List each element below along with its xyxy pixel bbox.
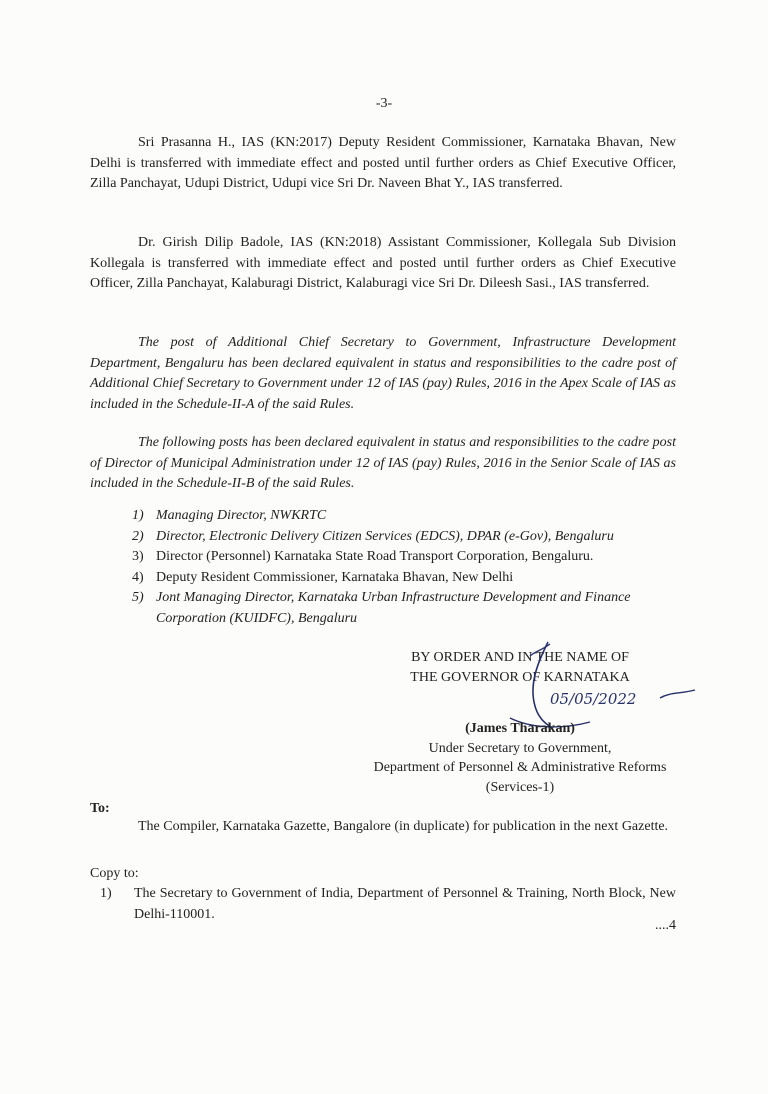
paragraph-acs-equivalence: The post of Additional Chief Secretary to Government, Infrastructure Development Department, Bengaluru has been declared equivalent in status and responsibilities to the cadre post of Additional Chief Secretary to Government under 12 of IAS (pay) Rules, 2016 in the Apex Scale of IAS as included in the Schedule-II-A of the said Rules. — [90, 335, 676, 412]
to-recipient: The Compiler, Karnataka Gazette, Bangalore (in duplicate) for publication in the next Gazette. — [138, 819, 669, 834]
list-item-number: 3) — [132, 549, 144, 564]
handwritten-date: 05/05/2022 — [550, 690, 637, 708]
list-item-text: Jont Managing Director, Karnataka Urban Infrastructure Development and Finance Corporation (KUIDFC), Bengaluru — [156, 590, 631, 626]
list-item — [132, 527, 692, 548]
signatory-department: Department of Personnel & Administrative Reforms — [373, 760, 667, 775]
copy-to-item-number: 1) — [100, 886, 112, 901]
page-number: -3- — [375, 96, 393, 111]
signatory-name: (James Tharakan) — [465, 721, 575, 736]
list-item — [132, 547, 692, 568]
list-item-text: Managing Director, NWKRTC — [156, 508, 327, 523]
list-item — [132, 568, 692, 589]
list-item-text: Director (Personnel) Karnataka State Road Transport Corporation, Bengaluru. — [156, 549, 594, 564]
copy-to-item-text: The Secretary to Government of India, Department of Personnel & Training, North Block, New Delhi-110001. — [134, 886, 676, 922]
signatory-block — [350, 719, 690, 797]
list-item-number: 5) — [132, 590, 144, 605]
copy-to-item — [100, 884, 676, 925]
next-page-marker: ....4 — [655, 918, 676, 933]
signatory-section: (Services-1) — [485, 779, 555, 795]
paragraph-transfer-badole: Dr. Girish Dilip Badole, IAS (KN:2018) Assistant Commissioner, Kollegala Sub Division Kollegala is transferred with immediate effect and posted until further orders as Chief Executive Officer, Zilla Panchayat, Kalaburagi District, Kalaburagi vice Sri Dr. Dileesh Sasi., IAS transferred. — [90, 235, 676, 291]
order-line — [350, 648, 690, 687]
list-item — [132, 588, 692, 629]
list-item-number: 2) — [132, 528, 144, 544]
copy-to-label: Copy to: — [90, 866, 139, 881]
list-item — [132, 506, 692, 527]
to-label: To: — [90, 801, 110, 816]
order-line-2: THE GOVERNOR OF KARNATAKA — [410, 669, 630, 685]
order-line-1: BY ORDER AND IN THE NAME OF — [411, 650, 629, 665]
signatory-designation: Under Secretary to Government, — [428, 740, 612, 756]
list-item-text: Deputy Resident Commissioner, Karnataka Bhavan, New Delhi — [156, 569, 514, 585]
posts-list — [132, 506, 692, 629]
list-item-text: Director, Electronic Delivery Citizen Services (EDCS), DPAR (e-Gov), Bengaluru — [156, 528, 614, 544]
paragraph-posts-equivalence: The following posts has been declared equivalent in status and responsibilities to the cadre post of Director of Municipal Administration under 12 of IAS (pay) Rules, 2016 in the Senior Scale of IAS as included in the Schedule-II-B of the said Rules. — [90, 435, 676, 491]
list-item-number: 1) — [132, 508, 144, 523]
list-item-number: 4) — [132, 569, 144, 585]
paragraph-transfer-prasanna: Sri Prasanna H., IAS (KN:2017) Deputy Resident Commissioner, Karnataka Bhavan, New Delhi is transferred with immediate effect and posted until further orders as Chief Executive Officer, Zilla Panchayat, Udupi District, Udupi vice Sri Dr. Naveen Bhat Y., IAS transferred. — [90, 135, 676, 191]
